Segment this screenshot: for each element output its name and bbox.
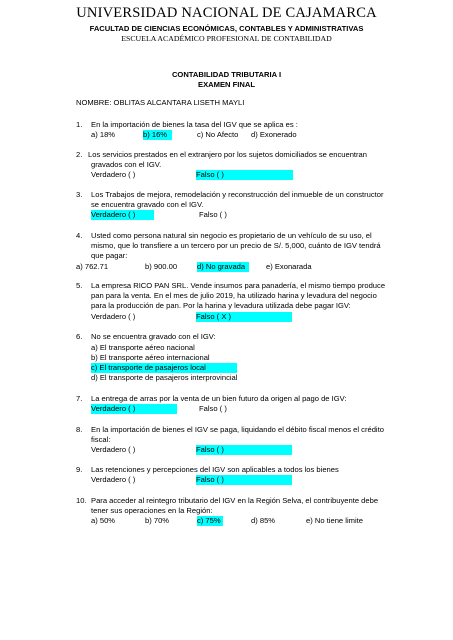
question-text-line-3: para la producción de pan. Por la harina y levadura utilizada debe pagar IGV: <box>91 301 351 310</box>
question-number: 9. <box>76 465 83 474</box>
question-text: Las retenciones y percepciones del IGV son aplicables a todos los bienes <box>91 465 339 474</box>
question-text-line-2: gravados con el IGV. <box>91 160 162 169</box>
option-true-selected[interactable]: Verdadero ( ) <box>91 210 154 220</box>
question-text-line-2: mismo, que lo transfiere a un tercero por un precio de S/. 5,000, cuánto de IGV tendrá <box>91 241 381 250</box>
option-d[interactable]: d) El transporte de pasajeros interprovincial <box>91 373 238 382</box>
question-number: 8. <box>76 425 83 434</box>
option-true[interactable]: Verdadero ( ) <box>91 475 136 484</box>
question-number: 3. <box>76 190 83 199</box>
question-text-line-1: La empresa RICO PAN SRL. Vende insumos para panadería, el mismo tiempo produce <box>91 281 386 290</box>
option-a[interactable]: a) 762.71 <box>76 262 109 271</box>
option-a[interactable]: a) 18% <box>91 130 116 139</box>
faculty-name: FACULTAD DE CIENCIAS ECONÓMICAS, CONTABLES Y ADMINISTRATIVAS <box>89 24 364 33</box>
option-true-selected[interactable]: Verdadero ( ) <box>91 404 177 414</box>
question-text-line-2: fiscal: <box>91 435 111 444</box>
option-d[interactable]: d) Exonerado <box>251 130 297 139</box>
question-text: La entrega de arras por la venta de un bien futuro da origen al pago de IGV: <box>91 394 347 403</box>
option-c-selected[interactable]: c) El transporte de pasajeros local <box>91 363 237 373</box>
option-d-selected[interactable]: d) No gravada <box>197 262 249 272</box>
question-number: 4. <box>76 231 83 240</box>
question-number: 6. <box>76 332 83 341</box>
exam-type: EXAMEN FINAL <box>198 80 255 89</box>
question-text-line-2: pan para la venta. En el mes de julio 2019, ha utilizado harina y levadura del negocio <box>91 291 377 300</box>
question-text-line-3: que pagar: <box>91 251 128 260</box>
option-true[interactable]: Verdadero ( ) <box>91 445 136 454</box>
option-c[interactable]: c) No Afecto <box>197 130 239 139</box>
question-text-line-1: Los Trabajos de mejora, remodelación y reconstrucción del inmueble de un constructor <box>91 190 384 199</box>
option-false[interactable]: Falso ( ) <box>199 404 227 413</box>
option-false-selected[interactable]: Falso ( X ) <box>196 312 292 322</box>
option-b-selected[interactable]: b) 16% <box>143 130 172 140</box>
option-false-selected[interactable]: Falso ( ) <box>196 170 293 180</box>
question-number: 2. <box>76 150 83 159</box>
option-b[interactable]: b) 70% <box>145 516 170 525</box>
university-name: UNIVERSIDAD NACIONAL DE CAJAMARCA <box>76 5 377 21</box>
question-text: En la importación de bienes la tasa del IGV que se aplica es : <box>91 120 298 129</box>
option-false-selected[interactable]: Falso ( ) <box>196 475 292 485</box>
option-false[interactable]: Falso ( ) <box>199 210 227 219</box>
question-text-line-1: En la importación de bienes el IGV se paga, liquidando el débito fiscal menos el crédito <box>91 425 384 434</box>
question-text-line-1: Para acceder al reintegro tributario del IGV en la Región Selva, el contribuyente debe <box>91 496 379 505</box>
course-title: CONTABILIDAD TRIBUTARIA I <box>171 70 282 79</box>
school-name: ESCUELA ACADÉMICO PROFESIONAL DE CONTABILIDAD <box>121 34 332 43</box>
question-text-line-2: se encuentra gravado con el IGV. <box>91 200 204 209</box>
question-text-line-2: tener sus operaciones en la Región: <box>91 506 213 515</box>
option-d[interactable]: d) 85% <box>251 516 276 525</box>
option-b[interactable]: b) El transporte aéreo internacional <box>91 353 210 362</box>
question-text: No se encuentra gravado con el IGV: <box>91 332 216 341</box>
option-b[interactable]: b) 900.00 <box>145 262 178 271</box>
option-true[interactable]: Verdadero ( ) <box>91 312 136 321</box>
option-e[interactable]: e) No tiene limite <box>306 516 363 525</box>
option-false-selected[interactable]: Falso ( ) <box>196 445 292 455</box>
option-e[interactable]: e) Exonarada <box>266 262 312 271</box>
question-number: 7. <box>76 394 83 403</box>
question-text-line-1: Usted como persona natural sin negocio es propietario de un vehículo de su uso, el <box>91 231 372 240</box>
question-number: 1. <box>76 120 83 129</box>
option-true[interactable]: Verdadero ( ) <box>91 170 136 179</box>
option-c-selected[interactable]: c) 75% <box>197 516 223 526</box>
option-a[interactable]: a) El transporte aéreo nacional <box>91 343 195 352</box>
question-text-line-1: Los servicios prestados en el extranjero por los sujetos domiciliados se encuentran <box>88 150 368 159</box>
question-number: 10. <box>76 496 87 505</box>
question-number: 5. <box>76 281 83 290</box>
option-a[interactable]: a) 50% <box>91 516 116 525</box>
student-name: NOMBRE: OBLITAS ALCANTARA LISETH MAYLI <box>76 98 245 107</box>
